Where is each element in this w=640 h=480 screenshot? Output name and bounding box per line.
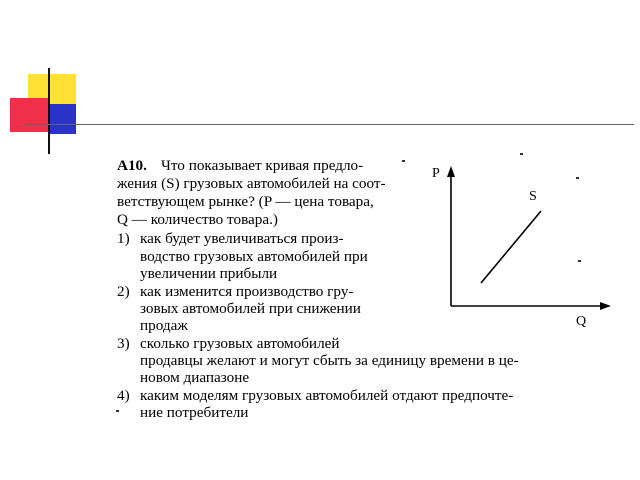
decorative-red-square: [10, 98, 50, 132]
supply-curve-label: S: [529, 189, 537, 204]
option-4-line: каким моделям грузовых автомобилей отдают предпочте-: [140, 387, 514, 404]
option-2-marker: 2): [117, 283, 130, 300]
y-axis-arrow-icon: [447, 166, 455, 177]
option-1-line: увеличении прибыли: [140, 265, 278, 282]
price-axis-label: P: [432, 166, 440, 181]
option-2-line: продаж: [140, 317, 188, 334]
option-1-line: водство грузовых автомобилей при: [140, 248, 368, 265]
option-1-marker: 1): [117, 230, 130, 247]
question-number: A10.: [117, 157, 147, 174]
supply-curve: [481, 211, 541, 283]
option-4-line: ние потребители: [140, 404, 249, 421]
option-4-marker: 4): [117, 387, 130, 404]
option-3-line: продавцы желают и могут сбыть за единицу времени в це-: [140, 352, 519, 369]
decorative-vertical-line: [48, 68, 50, 154]
option-3-line: новом диапазоне: [140, 369, 250, 386]
option-1-line: как будет увеличиваться произ-: [140, 230, 344, 247]
scan-speck: [520, 153, 523, 155]
decorative-blue-square: [50, 104, 76, 134]
decorative-horizontal-line: [24, 124, 634, 125]
option-3-line: сколько грузовых автомобилей: [140, 335, 340, 352]
option-2-line: как изменится производство гру-: [140, 283, 354, 300]
question-line: Что показывает кривая предло-: [161, 157, 364, 174]
question-line: жения (S) грузовых автомобилей на соот-: [117, 175, 386, 192]
question-line: ветствующем рынке? (P — цена товара,: [117, 193, 374, 210]
question-line: Q — количество товара.): [117, 211, 278, 228]
supply-graph-svg: [428, 162, 618, 334]
x-axis-arrow-icon: [600, 302, 611, 310]
option-3-marker: 3): [117, 335, 130, 352]
quantity-axis-label: Q: [576, 314, 587, 329]
scan-speck: [116, 410, 119, 412]
scan-speck: [402, 160, 405, 162]
option-2-line: зовых автомобилей при снижении: [140, 300, 361, 317]
supply-graph: [428, 162, 618, 334]
